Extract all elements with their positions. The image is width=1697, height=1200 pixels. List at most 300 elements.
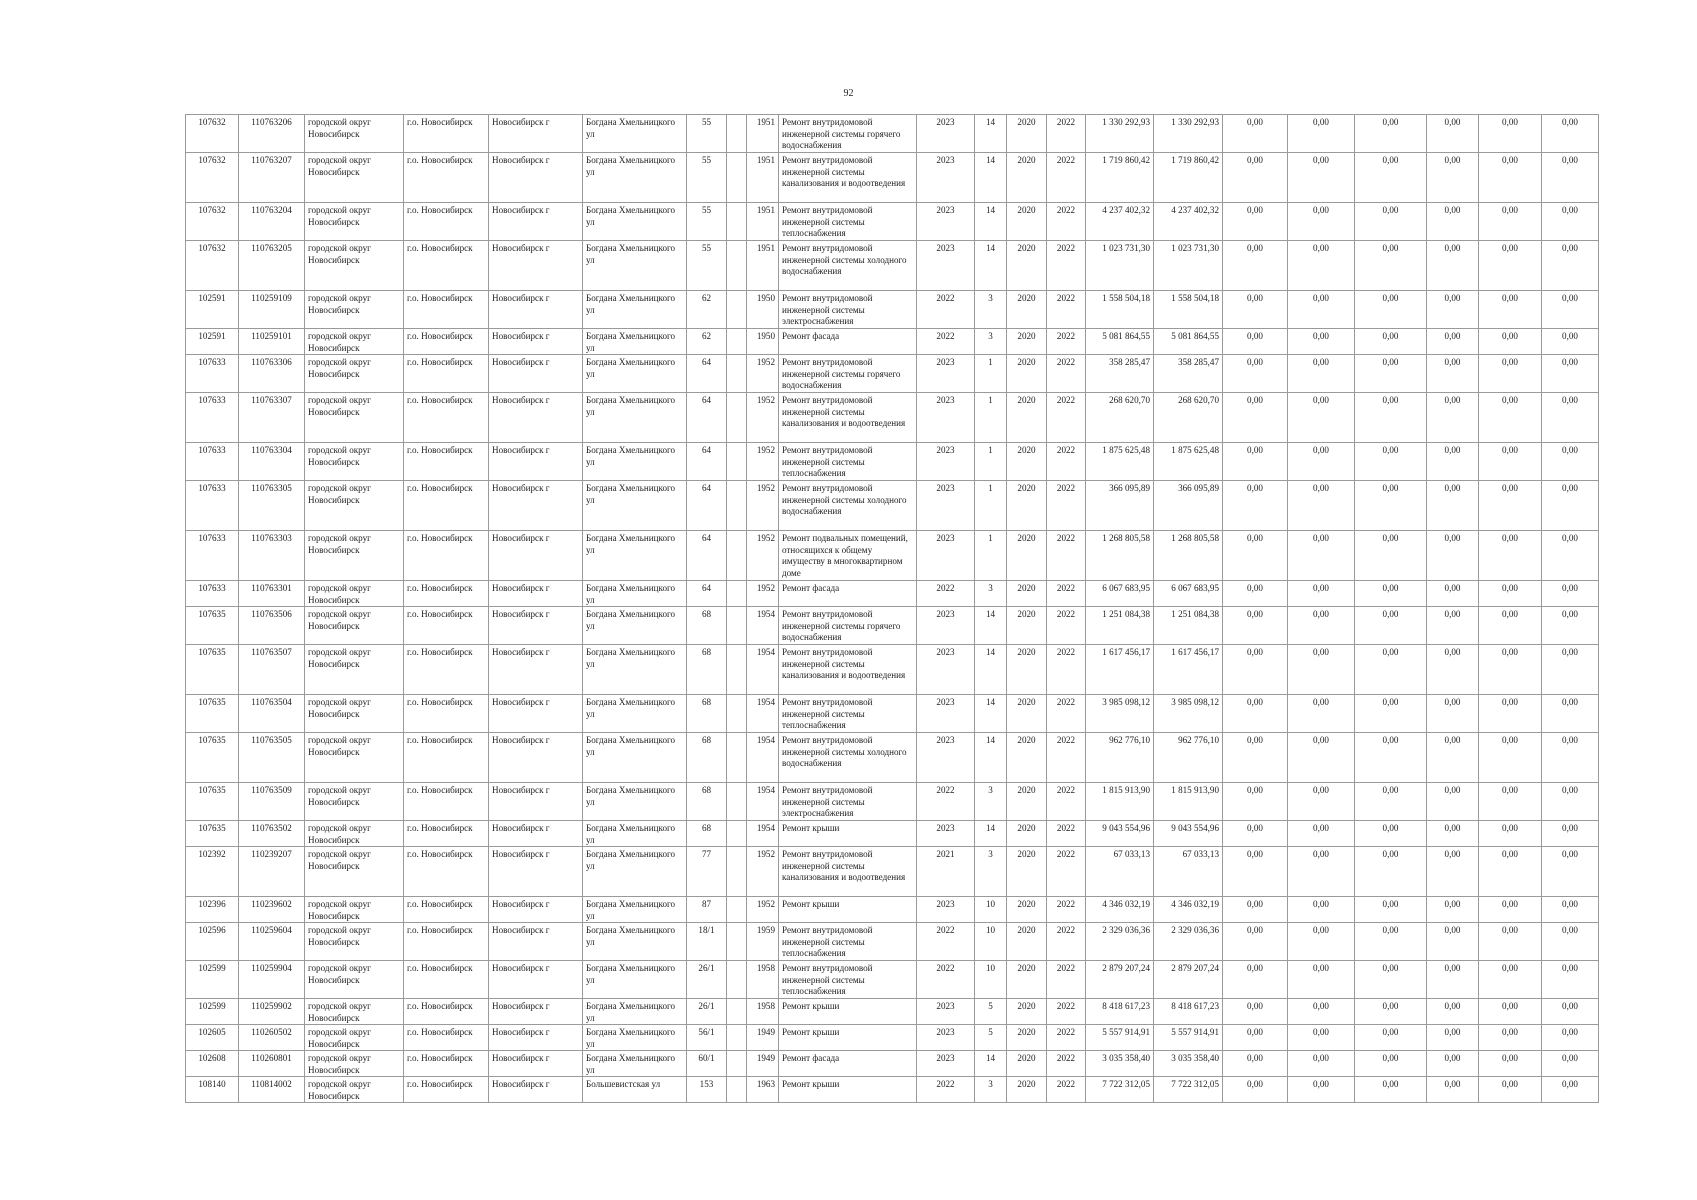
cell-house-number: 55 bbox=[687, 241, 727, 291]
cell-year-built: 1954 bbox=[747, 645, 779, 695]
cell-record-id: 108140 bbox=[186, 1077, 239, 1103]
table-row bbox=[186, 897, 1599, 923]
cell-cost-col-e: 0,00 bbox=[1479, 821, 1542, 847]
cell-building bbox=[727, 923, 747, 961]
cell-municipal-district: городской округ Новосибирск bbox=[305, 1025, 404, 1051]
cell-priority: 10 bbox=[975, 923, 1007, 961]
cell-cost-col-d: 0,00 bbox=[1427, 291, 1479, 329]
table-row bbox=[186, 329, 1599, 355]
cell-cost-col-c: 0,00 bbox=[1355, 645, 1427, 695]
cell-period-end: 2022 bbox=[1047, 961, 1086, 999]
cell-municipal-district: городской округ Новосибирск bbox=[305, 999, 404, 1025]
cell-cost-col-a: 0,00 bbox=[1223, 115, 1288, 153]
cell-period-end: 2022 bbox=[1047, 291, 1086, 329]
cell-settlement: Новосибирск г bbox=[489, 607, 583, 645]
cell-year-built: 1952 bbox=[747, 847, 779, 897]
cell-plan-year: 2021 bbox=[917, 847, 975, 897]
cell-municipality: г.о. Новосибирск bbox=[404, 607, 489, 645]
cell-cost-col-e: 0,00 bbox=[1479, 241, 1542, 291]
cell-settlement: Новосибирск г bbox=[489, 821, 583, 847]
repair-program-table bbox=[185, 114, 1599, 1103]
cell-priority: 14 bbox=[975, 153, 1007, 203]
cell-period-end: 2022 bbox=[1047, 999, 1086, 1025]
cell-municipality: г.о. Новосибирск bbox=[404, 115, 489, 153]
cell-priority: 3 bbox=[975, 847, 1007, 897]
cell-municipal-district: городской округ Новосибирск bbox=[305, 821, 404, 847]
cell-cost-col-f: 0,00 bbox=[1542, 481, 1599, 531]
cell-plan-year: 2023 bbox=[917, 355, 975, 393]
cell-period-end: 2022 bbox=[1047, 581, 1086, 607]
cell-plan-year: 2023 bbox=[917, 733, 975, 783]
cell-cost-col-c: 0,00 bbox=[1355, 329, 1427, 355]
table-row bbox=[186, 1025, 1599, 1051]
cell-cost-fund: 1 875 625,48 bbox=[1154, 443, 1223, 481]
cell-total-cost: 962 776,10 bbox=[1086, 733, 1154, 783]
cell-building bbox=[727, 897, 747, 923]
cell-building bbox=[727, 645, 747, 695]
table-row bbox=[186, 203, 1599, 241]
cell-cost-col-e: 0,00 bbox=[1479, 481, 1542, 531]
cell-street: Богдана Хмельницкого ул bbox=[583, 847, 687, 897]
cell-cost-col-b: 0,00 bbox=[1288, 607, 1355, 645]
page-number: 92 bbox=[843, 88, 854, 99]
cell-house-number: 68 bbox=[687, 783, 727, 821]
cell-cost-col-e: 0,00 bbox=[1479, 961, 1542, 999]
cell-cost-col-e: 0,00 bbox=[1479, 355, 1542, 393]
cell-cost-col-c: 0,00 bbox=[1355, 897, 1427, 923]
table-row bbox=[186, 481, 1599, 531]
cell-cost-col-e: 0,00 bbox=[1479, 897, 1542, 923]
cell-year-built: 1954 bbox=[747, 607, 779, 645]
cell-cost-col-b: 0,00 bbox=[1288, 923, 1355, 961]
cell-work-id: 110763502 bbox=[239, 821, 305, 847]
cell-cost-fund: 4 346 032,19 bbox=[1154, 897, 1223, 923]
cell-cost-col-e: 0,00 bbox=[1479, 393, 1542, 443]
cell-work-type: Ремонт внутридомовой инженерной системы горячего водоснабжения bbox=[779, 355, 917, 393]
cell-cost-col-d: 0,00 bbox=[1427, 329, 1479, 355]
cell-total-cost: 3 035 358,40 bbox=[1086, 1051, 1154, 1077]
cell-building bbox=[727, 961, 747, 999]
cell-municipal-district: городской округ Новосибирск bbox=[305, 329, 404, 355]
cell-cost-col-f: 0,00 bbox=[1542, 393, 1599, 443]
cell-cost-col-c: 0,00 bbox=[1355, 115, 1427, 153]
cell-house-number: 26/1 bbox=[687, 999, 727, 1025]
table-row bbox=[186, 443, 1599, 481]
cell-cost-col-a: 0,00 bbox=[1223, 607, 1288, 645]
cell-plan-year: 2023 bbox=[917, 897, 975, 923]
cell-settlement: Новосибирск г bbox=[489, 153, 583, 203]
cell-work-id: 110259109 bbox=[239, 291, 305, 329]
cell-building bbox=[727, 291, 747, 329]
cell-cost-col-b: 0,00 bbox=[1288, 443, 1355, 481]
cell-priority: 14 bbox=[975, 645, 1007, 695]
cell-street: Богдана Хмельницкого ул bbox=[583, 821, 687, 847]
cell-settlement: Новосибирск г bbox=[489, 733, 583, 783]
cell-municipal-district: городской округ Новосибирск bbox=[305, 531, 404, 581]
cell-priority: 3 bbox=[975, 783, 1007, 821]
cell-cost-col-a: 0,00 bbox=[1223, 923, 1288, 961]
cell-plan-year: 2022 bbox=[917, 329, 975, 355]
cell-plan-year: 2022 bbox=[917, 923, 975, 961]
cell-cost-col-e: 0,00 bbox=[1479, 1051, 1542, 1077]
cell-cost-col-b: 0,00 bbox=[1288, 897, 1355, 923]
cell-building bbox=[727, 847, 747, 897]
cell-cost-fund: 5 557 914,91 bbox=[1154, 1025, 1223, 1051]
cell-cost-fund: 268 620,70 bbox=[1154, 393, 1223, 443]
cell-cost-fund: 1 330 292,93 bbox=[1154, 115, 1223, 153]
cell-street: Богдана Хмельницкого ул bbox=[583, 923, 687, 961]
table-row bbox=[186, 783, 1599, 821]
cell-building bbox=[727, 783, 747, 821]
cell-cost-fund: 358 285,47 bbox=[1154, 355, 1223, 393]
cell-cost-col-f: 0,00 bbox=[1542, 291, 1599, 329]
cell-priority: 10 bbox=[975, 897, 1007, 923]
cell-total-cost: 9 043 554,96 bbox=[1086, 821, 1154, 847]
cell-work-id: 110763307 bbox=[239, 393, 305, 443]
cell-work-id: 110260502 bbox=[239, 1025, 305, 1051]
cell-plan-year: 2023 bbox=[917, 241, 975, 291]
cell-work-type: Ремонт крыши bbox=[779, 1025, 917, 1051]
cell-priority: 14 bbox=[975, 821, 1007, 847]
cell-plan-year: 2022 bbox=[917, 581, 975, 607]
cell-total-cost: 5 557 914,91 bbox=[1086, 1025, 1154, 1051]
cell-house-number: 60/1 bbox=[687, 1051, 727, 1077]
cell-cost-col-c: 0,00 bbox=[1355, 961, 1427, 999]
cell-priority: 3 bbox=[975, 581, 1007, 607]
cell-street: Богдана Хмельницкого ул bbox=[583, 581, 687, 607]
cell-street: Богдана Хмельницкого ул bbox=[583, 783, 687, 821]
cell-record-id: 102599 bbox=[186, 961, 239, 999]
cell-cost-fund: 7 722 312,05 bbox=[1154, 1077, 1223, 1103]
cell-cost-col-c: 0,00 bbox=[1355, 203, 1427, 241]
cell-settlement: Новосибирск г bbox=[489, 961, 583, 999]
cell-cost-col-d: 0,00 bbox=[1427, 355, 1479, 393]
cell-building bbox=[727, 733, 747, 783]
cell-municipality: г.о. Новосибирск bbox=[404, 923, 489, 961]
cell-plan-year: 2023 bbox=[917, 481, 975, 531]
cell-settlement: Новосибирск г bbox=[489, 695, 583, 733]
cell-record-id: 107635 bbox=[186, 607, 239, 645]
cell-priority: 3 bbox=[975, 1077, 1007, 1103]
cell-cost-col-e: 0,00 bbox=[1479, 115, 1542, 153]
cell-cost-col-a: 0,00 bbox=[1223, 355, 1288, 393]
cell-municipality: г.о. Новосибирск bbox=[404, 783, 489, 821]
cell-house-number: 68 bbox=[687, 645, 727, 695]
cell-record-id: 107635 bbox=[186, 695, 239, 733]
cell-building bbox=[727, 821, 747, 847]
cell-work-id: 110763507 bbox=[239, 645, 305, 695]
cell-street: Богдана Хмельницкого ул bbox=[583, 329, 687, 355]
cell-period-start: 2020 bbox=[1007, 393, 1047, 443]
cell-cost-fund: 366 095,89 bbox=[1154, 481, 1223, 531]
table-row bbox=[186, 291, 1599, 329]
cell-municipality: г.о. Новосибирск bbox=[404, 1025, 489, 1051]
cell-total-cost: 3 985 098,12 bbox=[1086, 695, 1154, 733]
cell-cost-fund: 3 985 098,12 bbox=[1154, 695, 1223, 733]
cell-record-id: 107633 bbox=[186, 393, 239, 443]
table-row bbox=[186, 115, 1599, 153]
cell-cost-col-e: 0,00 bbox=[1479, 923, 1542, 961]
cell-cost-col-e: 0,00 bbox=[1479, 443, 1542, 481]
cell-period-start: 2020 bbox=[1007, 1051, 1047, 1077]
cell-settlement: Новосибирск г bbox=[489, 847, 583, 897]
cell-work-type: Ремонт внутридомовой инженерной системы теплоснабжения bbox=[779, 695, 917, 733]
cell-cost-col-c: 0,00 bbox=[1355, 355, 1427, 393]
cell-priority: 10 bbox=[975, 961, 1007, 999]
cell-street: Большевистская ул bbox=[583, 1077, 687, 1103]
cell-work-id: 110763304 bbox=[239, 443, 305, 481]
cell-cost-col-c: 0,00 bbox=[1355, 393, 1427, 443]
cell-house-number: 56/1 bbox=[687, 1025, 727, 1051]
cell-cost-col-e: 0,00 bbox=[1479, 695, 1542, 733]
cell-cost-col-b: 0,00 bbox=[1288, 999, 1355, 1025]
cell-cost-col-e: 0,00 bbox=[1479, 531, 1542, 581]
cell-work-id: 110763506 bbox=[239, 607, 305, 645]
cell-cost-col-b: 0,00 bbox=[1288, 115, 1355, 153]
cell-cost-col-a: 0,00 bbox=[1223, 241, 1288, 291]
cell-plan-year: 2023 bbox=[917, 203, 975, 241]
cell-cost-col-b: 0,00 bbox=[1288, 291, 1355, 329]
cell-house-number: 18/1 bbox=[687, 923, 727, 961]
cell-plan-year: 2023 bbox=[917, 443, 975, 481]
cell-municipal-district: городской округ Новосибирск bbox=[305, 153, 404, 203]
cell-record-id: 102596 bbox=[186, 923, 239, 961]
cell-year-built: 1954 bbox=[747, 821, 779, 847]
cell-cost-col-e: 0,00 bbox=[1479, 291, 1542, 329]
cell-work-type: Ремонт подвальных помещений, относящихся к общему имуществу в многоквартирном доме bbox=[779, 531, 917, 581]
cell-cost-col-a: 0,00 bbox=[1223, 329, 1288, 355]
cell-work-type: Ремонт внутридомовой инженерной системы электроснабжения bbox=[779, 291, 917, 329]
cell-municipality: г.о. Новосибирск bbox=[404, 847, 489, 897]
cell-building bbox=[727, 1077, 747, 1103]
cell-cost-col-e: 0,00 bbox=[1479, 153, 1542, 203]
cell-work-type: Ремонт внутридомовой инженерной системы канализования и водоотведения bbox=[779, 393, 917, 443]
cell-cost-col-a: 0,00 bbox=[1223, 581, 1288, 607]
cell-total-cost: 4 346 032,19 bbox=[1086, 897, 1154, 923]
cell-settlement: Новосибирск г bbox=[489, 999, 583, 1025]
cell-house-number: 55 bbox=[687, 115, 727, 153]
cell-cost-col-f: 0,00 bbox=[1542, 153, 1599, 203]
cell-municipal-district: городской округ Новосибирск bbox=[305, 923, 404, 961]
cell-house-number: 153 bbox=[687, 1077, 727, 1103]
cell-work-type: Ремонт внутридомовой инженерной системы холодного водоснабжения bbox=[779, 481, 917, 531]
cell-cost-col-b: 0,00 bbox=[1288, 695, 1355, 733]
cell-work-id: 110763306 bbox=[239, 355, 305, 393]
cell-cost-col-a: 0,00 bbox=[1223, 203, 1288, 241]
cell-plan-year: 2022 bbox=[917, 291, 975, 329]
cell-cost-col-a: 0,00 bbox=[1223, 1077, 1288, 1103]
cell-work-id: 110763204 bbox=[239, 203, 305, 241]
cell-cost-col-d: 0,00 bbox=[1427, 733, 1479, 783]
cell-building bbox=[727, 1025, 747, 1051]
cell-building bbox=[727, 355, 747, 393]
cell-street: Богдана Хмельницкого ул bbox=[583, 291, 687, 329]
cell-settlement: Новосибирск г bbox=[489, 203, 583, 241]
cell-street: Богдана Хмельницкого ул bbox=[583, 1051, 687, 1077]
cell-work-id: 110259902 bbox=[239, 999, 305, 1025]
cell-year-built: 1952 bbox=[747, 355, 779, 393]
cell-period-start: 2020 bbox=[1007, 443, 1047, 481]
cell-cost-fund: 1 617 456,17 bbox=[1154, 645, 1223, 695]
cell-municipal-district: городской округ Новосибирск bbox=[305, 733, 404, 783]
cell-total-cost: 8 418 617,23 bbox=[1086, 999, 1154, 1025]
cell-municipal-district: городской округ Новосибирск bbox=[305, 481, 404, 531]
cell-record-id: 107635 bbox=[186, 645, 239, 695]
cell-municipality: г.о. Новосибирск bbox=[404, 355, 489, 393]
cell-settlement: Новосибирск г bbox=[489, 1025, 583, 1051]
cell-cost-fund: 1 023 731,30 bbox=[1154, 241, 1223, 291]
cell-cost-col-f: 0,00 bbox=[1542, 355, 1599, 393]
cell-work-id: 110763301 bbox=[239, 581, 305, 607]
table-row bbox=[186, 607, 1599, 645]
cell-house-number: 68 bbox=[687, 607, 727, 645]
cell-house-number: 87 bbox=[687, 897, 727, 923]
cell-cost-col-f: 0,00 bbox=[1542, 581, 1599, 607]
cell-work-type: Ремонт крыши bbox=[779, 999, 917, 1025]
cell-record-id: 102605 bbox=[186, 1025, 239, 1051]
cell-record-id: 107632 bbox=[186, 115, 239, 153]
cell-building bbox=[727, 531, 747, 581]
cell-record-id: 102396 bbox=[186, 897, 239, 923]
cell-work-type: Ремонт внутридомовой инженерной системы канализования и водоотведения bbox=[779, 153, 917, 203]
cell-cost-col-b: 0,00 bbox=[1288, 153, 1355, 203]
cell-cost-col-c: 0,00 bbox=[1355, 1025, 1427, 1051]
cell-work-id: 110763303 bbox=[239, 531, 305, 581]
cell-cost-col-b: 0,00 bbox=[1288, 783, 1355, 821]
cell-year-built: 1951 bbox=[747, 241, 779, 291]
cell-total-cost: 1 251 084,38 bbox=[1086, 607, 1154, 645]
cell-plan-year: 2023 bbox=[917, 607, 975, 645]
cell-municipal-district: городской округ Новосибирск bbox=[305, 393, 404, 443]
cell-work-id: 110763505 bbox=[239, 733, 305, 783]
cell-plan-year: 2023 bbox=[917, 1051, 975, 1077]
cell-priority: 3 bbox=[975, 329, 1007, 355]
cell-cost-col-d: 0,00 bbox=[1427, 1077, 1479, 1103]
cell-total-cost: 358 285,47 bbox=[1086, 355, 1154, 393]
cell-record-id: 107632 bbox=[186, 153, 239, 203]
cell-total-cost: 67 033,13 bbox=[1086, 847, 1154, 897]
cell-record-id: 102392 bbox=[186, 847, 239, 897]
cell-house-number: 64 bbox=[687, 531, 727, 581]
cell-cost-col-f: 0,00 bbox=[1542, 645, 1599, 695]
cell-period-start: 2020 bbox=[1007, 153, 1047, 203]
cell-period-start: 2020 bbox=[1007, 355, 1047, 393]
cell-municipal-district: городской округ Новосибирск bbox=[305, 291, 404, 329]
cell-period-end: 2022 bbox=[1047, 355, 1086, 393]
cell-period-end: 2022 bbox=[1047, 645, 1086, 695]
cell-year-built: 1949 bbox=[747, 1051, 779, 1077]
cell-period-end: 2022 bbox=[1047, 481, 1086, 531]
cell-cost-fund: 1 251 084,38 bbox=[1154, 607, 1223, 645]
cell-settlement: Новосибирск г bbox=[489, 1051, 583, 1077]
cell-total-cost: 2 879 207,24 bbox=[1086, 961, 1154, 999]
cell-cost-col-c: 0,00 bbox=[1355, 241, 1427, 291]
cell-work-id: 110259604 bbox=[239, 923, 305, 961]
cell-total-cost: 1 617 456,17 bbox=[1086, 645, 1154, 695]
cell-period-end: 2022 bbox=[1047, 443, 1086, 481]
cell-cost-col-a: 0,00 bbox=[1223, 1051, 1288, 1077]
cell-priority: 1 bbox=[975, 355, 1007, 393]
cell-house-number: 64 bbox=[687, 581, 727, 607]
cell-municipality: г.о. Новосибирск bbox=[404, 443, 489, 481]
cell-building bbox=[727, 153, 747, 203]
cell-municipal-district: городской округ Новосибирск bbox=[305, 355, 404, 393]
cell-cost-col-a: 0,00 bbox=[1223, 645, 1288, 695]
cell-plan-year: 2023 bbox=[917, 115, 975, 153]
cell-house-number: 64 bbox=[687, 355, 727, 393]
cell-settlement: Новосибирск г bbox=[489, 291, 583, 329]
cell-building bbox=[727, 203, 747, 241]
cell-work-type: Ремонт внутридомовой инженерной системы теплоснабжения bbox=[779, 923, 917, 961]
cell-settlement: Новосибирск г bbox=[489, 241, 583, 291]
cell-cost-col-d: 0,00 bbox=[1427, 923, 1479, 961]
cell-house-number: 62 bbox=[687, 291, 727, 329]
cell-cost-col-a: 0,00 bbox=[1223, 999, 1288, 1025]
cell-year-built: 1952 bbox=[747, 393, 779, 443]
cell-building bbox=[727, 1051, 747, 1077]
cell-period-start: 2020 bbox=[1007, 481, 1047, 531]
cell-priority: 14 bbox=[975, 203, 1007, 241]
cell-plan-year: 2022 bbox=[917, 1077, 975, 1103]
cell-cost-fund: 4 237 402,32 bbox=[1154, 203, 1223, 241]
cell-building bbox=[727, 329, 747, 355]
cell-record-id: 102591 bbox=[186, 329, 239, 355]
cell-work-type: Ремонт внутридомовой инженерной системы электроснабжения bbox=[779, 783, 917, 821]
cell-cost-col-b: 0,00 bbox=[1288, 481, 1355, 531]
cell-street: Богдана Хмельницкого ул bbox=[583, 645, 687, 695]
table-row bbox=[186, 695, 1599, 733]
cell-plan-year: 2023 bbox=[917, 999, 975, 1025]
cell-work-type: Ремонт внутридомовой инженерной системы холодного водоснабжения bbox=[779, 733, 917, 783]
cell-cost-col-d: 0,00 bbox=[1427, 481, 1479, 531]
cell-total-cost: 5 081 864,55 bbox=[1086, 329, 1154, 355]
cell-period-start: 2020 bbox=[1007, 961, 1047, 999]
cell-period-end: 2022 bbox=[1047, 1077, 1086, 1103]
cell-cost-fund: 1 815 913,90 bbox=[1154, 783, 1223, 821]
cell-cost-col-f: 0,00 bbox=[1542, 897, 1599, 923]
cell-period-start: 2020 bbox=[1007, 115, 1047, 153]
table-row bbox=[186, 1077, 1599, 1103]
cell-work-id: 110259904 bbox=[239, 961, 305, 999]
cell-period-start: 2020 bbox=[1007, 329, 1047, 355]
cell-period-end: 2022 bbox=[1047, 241, 1086, 291]
cell-municipality: г.о. Новосибирск bbox=[404, 153, 489, 203]
cell-cost-col-b: 0,00 bbox=[1288, 241, 1355, 291]
cell-period-end: 2022 bbox=[1047, 393, 1086, 443]
cell-cost-col-a: 0,00 bbox=[1223, 695, 1288, 733]
cell-cost-fund: 9 043 554,96 bbox=[1154, 821, 1223, 847]
cell-cost-col-d: 0,00 bbox=[1427, 961, 1479, 999]
cell-cost-col-f: 0,00 bbox=[1542, 821, 1599, 847]
cell-municipality: г.о. Новосибирск bbox=[404, 1051, 489, 1077]
cell-municipality: г.о. Новосибирск bbox=[404, 821, 489, 847]
cell-record-id: 107635 bbox=[186, 783, 239, 821]
cell-street: Богдана Хмельницкого ул bbox=[583, 355, 687, 393]
cell-year-built: 1950 bbox=[747, 291, 779, 329]
cell-priority: 1 bbox=[975, 393, 1007, 443]
cell-period-start: 2020 bbox=[1007, 821, 1047, 847]
table-row bbox=[186, 531, 1599, 581]
cell-municipality: г.о. Новосибирск bbox=[404, 999, 489, 1025]
table-row bbox=[186, 645, 1599, 695]
cell-cost-col-e: 0,00 bbox=[1479, 607, 1542, 645]
cell-cost-col-f: 0,00 bbox=[1542, 923, 1599, 961]
cell-cost-col-d: 0,00 bbox=[1427, 531, 1479, 581]
cell-period-end: 2022 bbox=[1047, 733, 1086, 783]
cell-house-number: 64 bbox=[687, 443, 727, 481]
cell-settlement: Новосибирск г bbox=[489, 481, 583, 531]
cell-municipality: г.о. Новосибирск bbox=[404, 241, 489, 291]
